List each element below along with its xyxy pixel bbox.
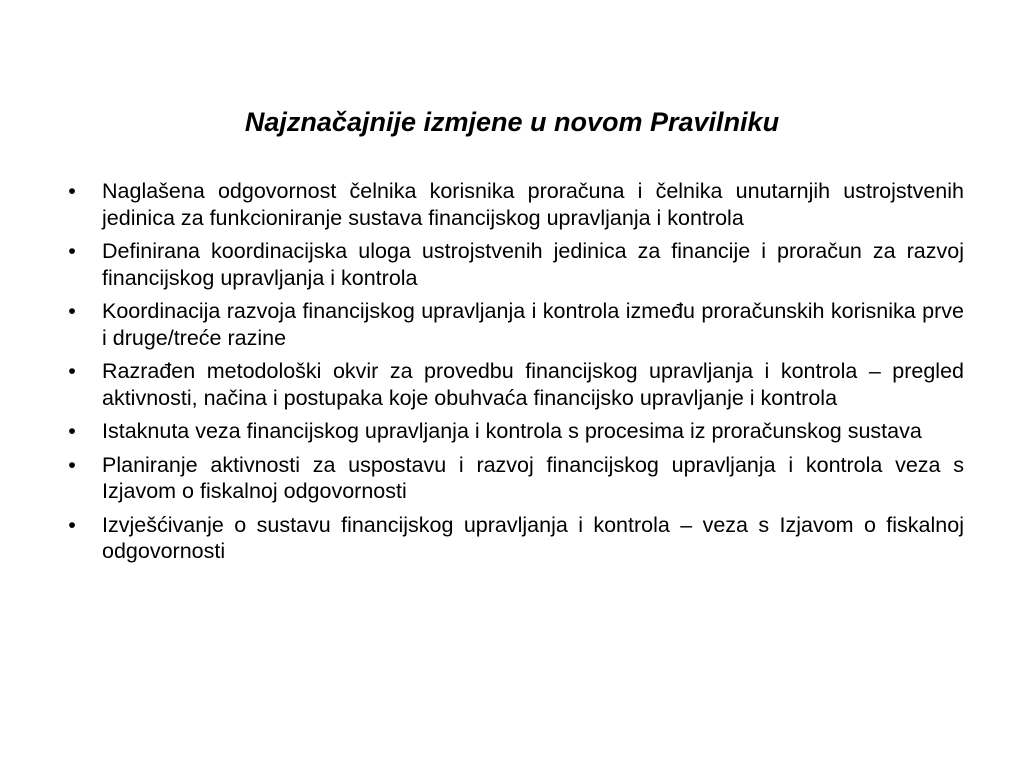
bullet-icon: • — [68, 419, 76, 443]
list-item — [60, 418, 964, 445]
list-item — [60, 512, 964, 565]
list-item-text: Planiranje aktivnosti za uspostavu i razvoj financijskog upravljanja i kontrola veza s Izjavom o fiskalnoj odgovornosti — [102, 452, 964, 503]
list-item-text: Definirana koordinacijska uloga ustrojstvenih jedinica za financije i proračun za razvoj financijskog upravljanja i kontrola — [102, 239, 964, 290]
list-item-text: Naglašena odgovornost čelnika korisnika proračuna i čelnika unutarnjih ustrojstvenih jedinica za funkcioniranje sustava financijskog upravljanja i kontrola — [102, 179, 964, 230]
bullet-icon: • — [68, 512, 76, 537]
list-item-text: Istaknuta veza financijskog upravljanja i kontrola s procesima iz proračunskog sustava — [102, 419, 922, 443]
slide-title: Najznačajnije izmjene u novom Pravilniku — [244, 107, 780, 137]
bullet-icon: • — [68, 299, 76, 323]
list-item — [60, 452, 964, 505]
bullet-icon: • — [68, 239, 76, 263]
bullet-icon: • — [68, 359, 76, 383]
list-item-text: Izvješćivanje o sustavu financijskog upravljanja i kontrola – veza s Izjavom o fiskalnoj odgovornosti — [102, 512, 964, 563]
list-item — [60, 178, 964, 231]
list-item — [60, 358, 964, 411]
list-item-text: Razrađen metodološki okvir za provedbu financijskog upravljanja i kontrola – pregled aktivnosti, načina i postupaka koje obuhvaća financijsko upravljanje i kontrola — [102, 359, 964, 410]
list-item-text: Koordinacija razvoja financijskog upravljanja i kontrola između proračunskih korisnika prve i druge/treće razine — [102, 299, 964, 350]
bullet-icon: • — [68, 179, 76, 203]
bullet-icon: • — [68, 452, 76, 477]
bullet-list — [60, 178, 964, 572]
list-item — [60, 298, 964, 351]
list-item — [60, 238, 964, 291]
